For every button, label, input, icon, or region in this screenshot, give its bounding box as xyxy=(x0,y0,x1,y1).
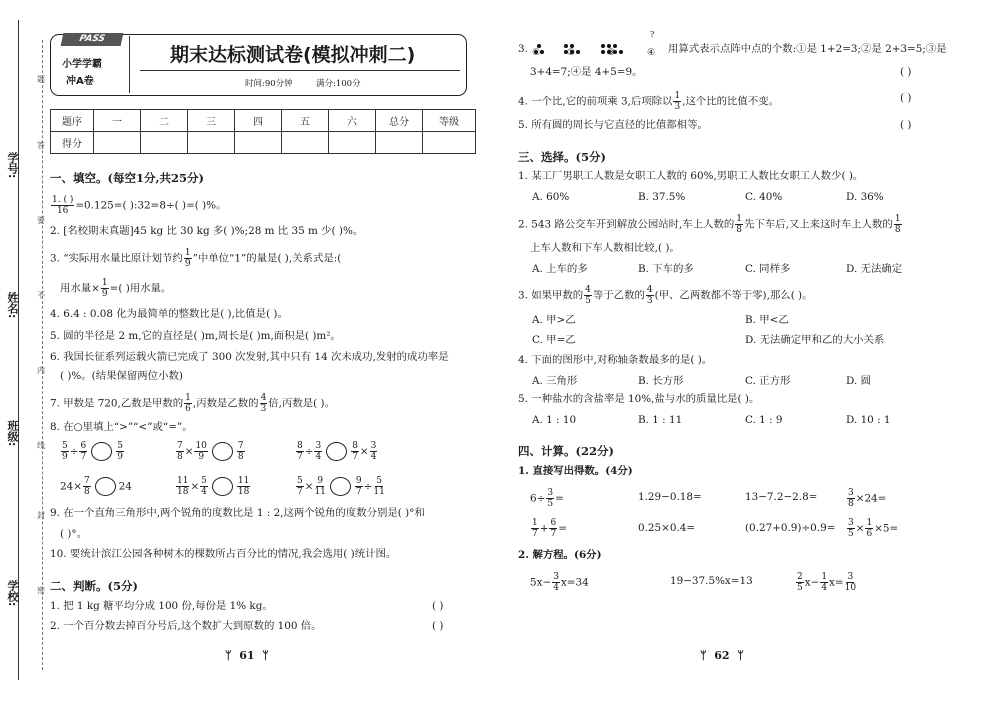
choice-3-d[interactable]: D. 无法确定甲和乙的大小关系 xyxy=(745,334,885,346)
question-1-3-cont: 用水量× $\frac{1}{9}$ =( )用水量。 xyxy=(60,278,172,299)
fraction: $\frac{1. ( )}{16}$ xyxy=(52,195,74,216)
compare-1: $\frac{5}{9}$ ÷ $\frac{6}{7}$ $\frac{5}{9}$ xyxy=(62,441,123,462)
calc-e5: $\frac{1}{7}$ + $\frac{6}{7}$ = xyxy=(532,518,567,539)
calc-e1: 6÷ $\frac{3}{5}$ = xyxy=(530,488,564,509)
choice-5-d[interactable]: D. 10 : 1 xyxy=(846,414,891,426)
equation-2: 19−37.5%x=13 xyxy=(670,575,753,587)
choice-2-cont: 上车人数和下车人数相比较,( )。 xyxy=(530,242,680,254)
dot-label-1: ① xyxy=(532,48,541,58)
seal-word: 密 xyxy=(37,586,45,595)
judge-3-text: 用算式表示点阵中点的个数:①是 1+2=3;②是 2+3=5;③是 xyxy=(668,43,947,55)
dot-pattern-unknown: ? xyxy=(650,30,655,39)
score-cell[interactable] xyxy=(188,132,235,154)
score-table xyxy=(50,109,476,154)
judge-4-bracket[interactable]: ( ) xyxy=(900,92,912,104)
page-number-left: ᛘ 61 ᛘ xyxy=(225,649,269,662)
judge-1: 1. 把 1 kg 糖平均分成 100 份,每份是 1% kg。 xyxy=(50,600,273,612)
choice-1-b[interactable]: B. 37.5% xyxy=(638,191,686,203)
question-1-7: 7. 甲数是 720,乙数是甲数的 $\frac{1}{6}$ ,丙数是乙数的 $\frac{4}{3}$ 倍,丙数是( )。 xyxy=(50,393,335,414)
exam-time: 时间:90分钟 xyxy=(245,79,293,89)
choice-1-c[interactable]: C. 40% xyxy=(745,191,783,203)
question-1-4: 4. 6.4 : 0.08 化为最简单的整数比是( ),比值是( )。 xyxy=(50,308,288,320)
choice-5-a[interactable]: A. 1 : 10 xyxy=(532,414,577,426)
section-3-title: 三、选择。(5分) xyxy=(518,150,606,164)
score-header: 四 xyxy=(235,110,282,132)
score-header: 五 xyxy=(282,110,329,132)
equation-3: $\frac{2}{5}$ x− $\frac{1}{4}$ x= $\frac{3}{10}$ xyxy=(797,572,857,593)
choice-5: 5. 一种盐水的含盐率是 10%,盐与水的质量比是( )。 xyxy=(518,393,760,405)
calc-e6: 0.25×0.4= xyxy=(638,522,696,534)
compare-5: $\frac{11}{18}$ × $\frac{5}{4}$ $\frac{11}{18}$ xyxy=(177,476,250,497)
brand-line-1: 小学学霸 xyxy=(62,59,102,70)
judge-2: 2. 一个百分数去掉百分号后,这个数扩大到原数的 100 倍。 xyxy=(50,620,322,632)
choice-2-d[interactable]: D. 无法确定 xyxy=(846,263,903,275)
choice-4-c[interactable]: C. 正方形 xyxy=(745,375,791,387)
score-header: 题序 xyxy=(51,110,94,132)
question-1-6b: ( )%。(结果保留两位小数) xyxy=(60,370,183,382)
calc-e7: (0.27+0.9)÷0.9= xyxy=(745,522,836,534)
compare-4: 24× $\frac{7}{8}$ 24 xyxy=(60,476,132,497)
full-score: 满分:100分 xyxy=(316,79,361,89)
seal-word: 封 xyxy=(37,511,45,520)
answer-circle[interactable] xyxy=(212,442,233,461)
choice-5-c[interactable]: C. 1 : 9 xyxy=(745,414,783,426)
dot-label-4: ④ xyxy=(647,48,656,58)
section-4-title: 四、计算。(22分) xyxy=(518,444,614,458)
calc-1-title: 1. 直接写出得数。(4分) xyxy=(518,465,633,477)
seal-word: 要 xyxy=(37,216,45,225)
compare-2: $\frac{7}{8}$ × $\frac{10}{9}$ $\frac{7}{8}$ xyxy=(177,441,244,462)
question-1-5: 5. 圆的半径是 2 m,它的直径是( )m,周长是( )m,面积是( )m²。 xyxy=(50,330,341,342)
answer-circle[interactable] xyxy=(212,477,233,496)
seal-word: 题 xyxy=(37,75,45,84)
school-label: 学校: xyxy=(6,580,19,607)
header-divider xyxy=(129,36,130,93)
judge-1-bracket[interactable]: ( ) xyxy=(432,600,444,612)
score-header: 二 xyxy=(141,110,188,132)
choice-4-a[interactable]: A. 三角形 xyxy=(532,375,578,387)
choice-2-c[interactable]: C. 同样多 xyxy=(745,263,791,275)
seal-word: 内 xyxy=(37,366,45,375)
calc-e8: $\frac{3}{5}$ × $\frac{1}{6}$ ×5= xyxy=(848,518,899,539)
choice-4: 4. 下面的图形中,对称轴条数最多的是( )。 xyxy=(518,354,713,366)
calc-2-title: 2. 解方程。(6分) xyxy=(518,549,602,561)
score-cell[interactable] xyxy=(423,132,476,154)
title-rule xyxy=(140,70,460,71)
judge-3-num: 3. xyxy=(518,43,528,55)
judge-4: 4. 一个比,它的前项乘 3,后项除以 $\frac{1}{3}$ ,这个比的比值不变。 xyxy=(518,91,779,112)
answer-circle[interactable] xyxy=(326,442,347,461)
score-row-label: 得分 xyxy=(51,132,94,154)
choice-1: 1. 某工厂男职工人数是女职工人数的 60%,男职工人数比女职工人数少( )。 xyxy=(518,170,864,182)
seal-word: 不 xyxy=(37,291,45,300)
equation-1: 5x− $\frac{3}{4}$ x=34 xyxy=(530,572,589,593)
section-2-title: 二、判断。(5分) xyxy=(50,579,138,593)
score-cell[interactable] xyxy=(141,132,188,154)
section-1-title: 一、填空。(每空1分,共25分) xyxy=(50,171,204,185)
name-label: 姓名: xyxy=(6,292,19,319)
dot-label-3: ③ xyxy=(607,48,616,58)
choice-3-c[interactable]: C. 甲=乙 xyxy=(532,334,576,346)
question-1-10: 10. 要统计滨江公园各种树木的棵数所占百分比的情况,我会选用( )统计图。 xyxy=(50,548,397,560)
judge-3-bracket[interactable]: ( ) xyxy=(900,66,912,78)
choice-3: 3. 如果甲数的 $\frac{4}{5}$ 等于乙数的 $\frac{4}{3}$ (甲、乙两数都不等于零),那么( )。 xyxy=(518,285,813,306)
choice-1-a[interactable]: A. 60% xyxy=(532,191,570,203)
choice-3-b[interactable]: B. 甲<乙 xyxy=(745,314,789,326)
seal-dashed-line xyxy=(42,40,43,670)
page-title: 期末达标测试卷(模拟冲刺二) xyxy=(170,44,416,66)
choice-5-b[interactable]: B. 1 : 11 xyxy=(638,414,683,426)
choice-1-d[interactable]: D. 36% xyxy=(846,191,884,203)
score-header: 三 xyxy=(188,110,235,132)
dot-label-2: ② xyxy=(567,48,576,58)
calc-e4: $\frac{3}{8}$ ×24= xyxy=(848,488,887,509)
student-id-label: 学号: xyxy=(6,152,19,179)
choice-2-b[interactable]: B. 下车的多 xyxy=(638,263,694,275)
score-cell[interactable] xyxy=(376,132,423,154)
page-number-right: ᛘ 62 ᛘ xyxy=(700,649,744,662)
choice-2-a[interactable]: A. 上车的多 xyxy=(532,263,588,275)
compare-6: $\frac{5}{7}$ × $\frac{9}{11}$ $\frac{9}{7}$ ÷ $\frac{5}{11}$ xyxy=(297,476,385,497)
seal-word: 线 xyxy=(37,441,45,450)
pass-logo: PASS xyxy=(61,33,124,46)
calc-e2: 1.29−0.18= xyxy=(638,491,702,503)
score-cell[interactable] xyxy=(94,132,141,154)
score-header: 总分 xyxy=(376,110,423,132)
answer-circle[interactable] xyxy=(330,477,351,496)
class-label: 班级: xyxy=(6,420,19,447)
seal-word: 答 xyxy=(37,141,45,150)
score-cell[interactable] xyxy=(282,132,329,154)
score-cell[interactable] xyxy=(329,132,376,154)
question-1-2: 2. [名校期末真题]45 kg 比 30 kg 多( )%;28 m 比 35 m 少( )%。 xyxy=(50,225,364,237)
judge-3-text-cont: 3+4=7;④是 4+5=9。 xyxy=(530,66,643,78)
judge-2-bracket[interactable]: ( ) xyxy=(432,620,444,632)
choice-4-d[interactable]: D. 圆 xyxy=(846,375,871,387)
choice-4-b[interactable]: B. 长方形 xyxy=(638,375,684,387)
question-1-9b: ( )°。 xyxy=(60,528,87,540)
question-1-1: $\frac{1. ( )}{16}$ =0.125=( ):32=8÷( )=( )%。 xyxy=(52,195,227,216)
score-header: 一 xyxy=(94,110,141,132)
answer-circle[interactable] xyxy=(91,442,112,461)
question-1-3: 3. “实际用水量比原计划节约 $\frac{1}{9}$ ”中单位“1”的量是( ),关系式是:( xyxy=(50,248,342,269)
judge-5: 5. 所有圆的周长与它直径的比值都相等。 xyxy=(518,119,708,131)
score-header: 等级 xyxy=(423,110,476,132)
question-1-8: 8. 在○里填上“>”“<”或“=”。 xyxy=(50,421,193,433)
score-cell[interactable] xyxy=(235,132,282,154)
question-1-9a: 9. 在一个直角三角形中,两个锐角的度数比是 1 : 2,这两个锐角的度数分别是( )°和 xyxy=(50,507,425,519)
choice-3-a[interactable]: A. 甲>乙 xyxy=(532,314,576,326)
brand-line-2: 冲A卷 xyxy=(66,76,94,87)
compare-3: $\frac{8}{7}$ ÷ $\frac{3}{4}$ $\frac{8}{7}$ × $\frac{3}{4}$ xyxy=(297,441,377,462)
answer-circle[interactable] xyxy=(95,477,116,496)
judge-5-bracket[interactable]: ( ) xyxy=(900,119,912,131)
calc-e3: 13−7.2−2.8= xyxy=(745,491,818,503)
choice-2: 2. 543 路公交车开到解放公园站时,车上人数的 $\frac{1}{8}$ 先下车后,又上来这时车上人数的 $\frac{1}{8}$ xyxy=(518,214,901,235)
question-1-6a: 6. 我国长征系列运载火箭已完成了 300 次发射,其中只有 14 次未成功,发射的成功率是 xyxy=(50,351,449,363)
score-header: 六 xyxy=(329,110,376,132)
